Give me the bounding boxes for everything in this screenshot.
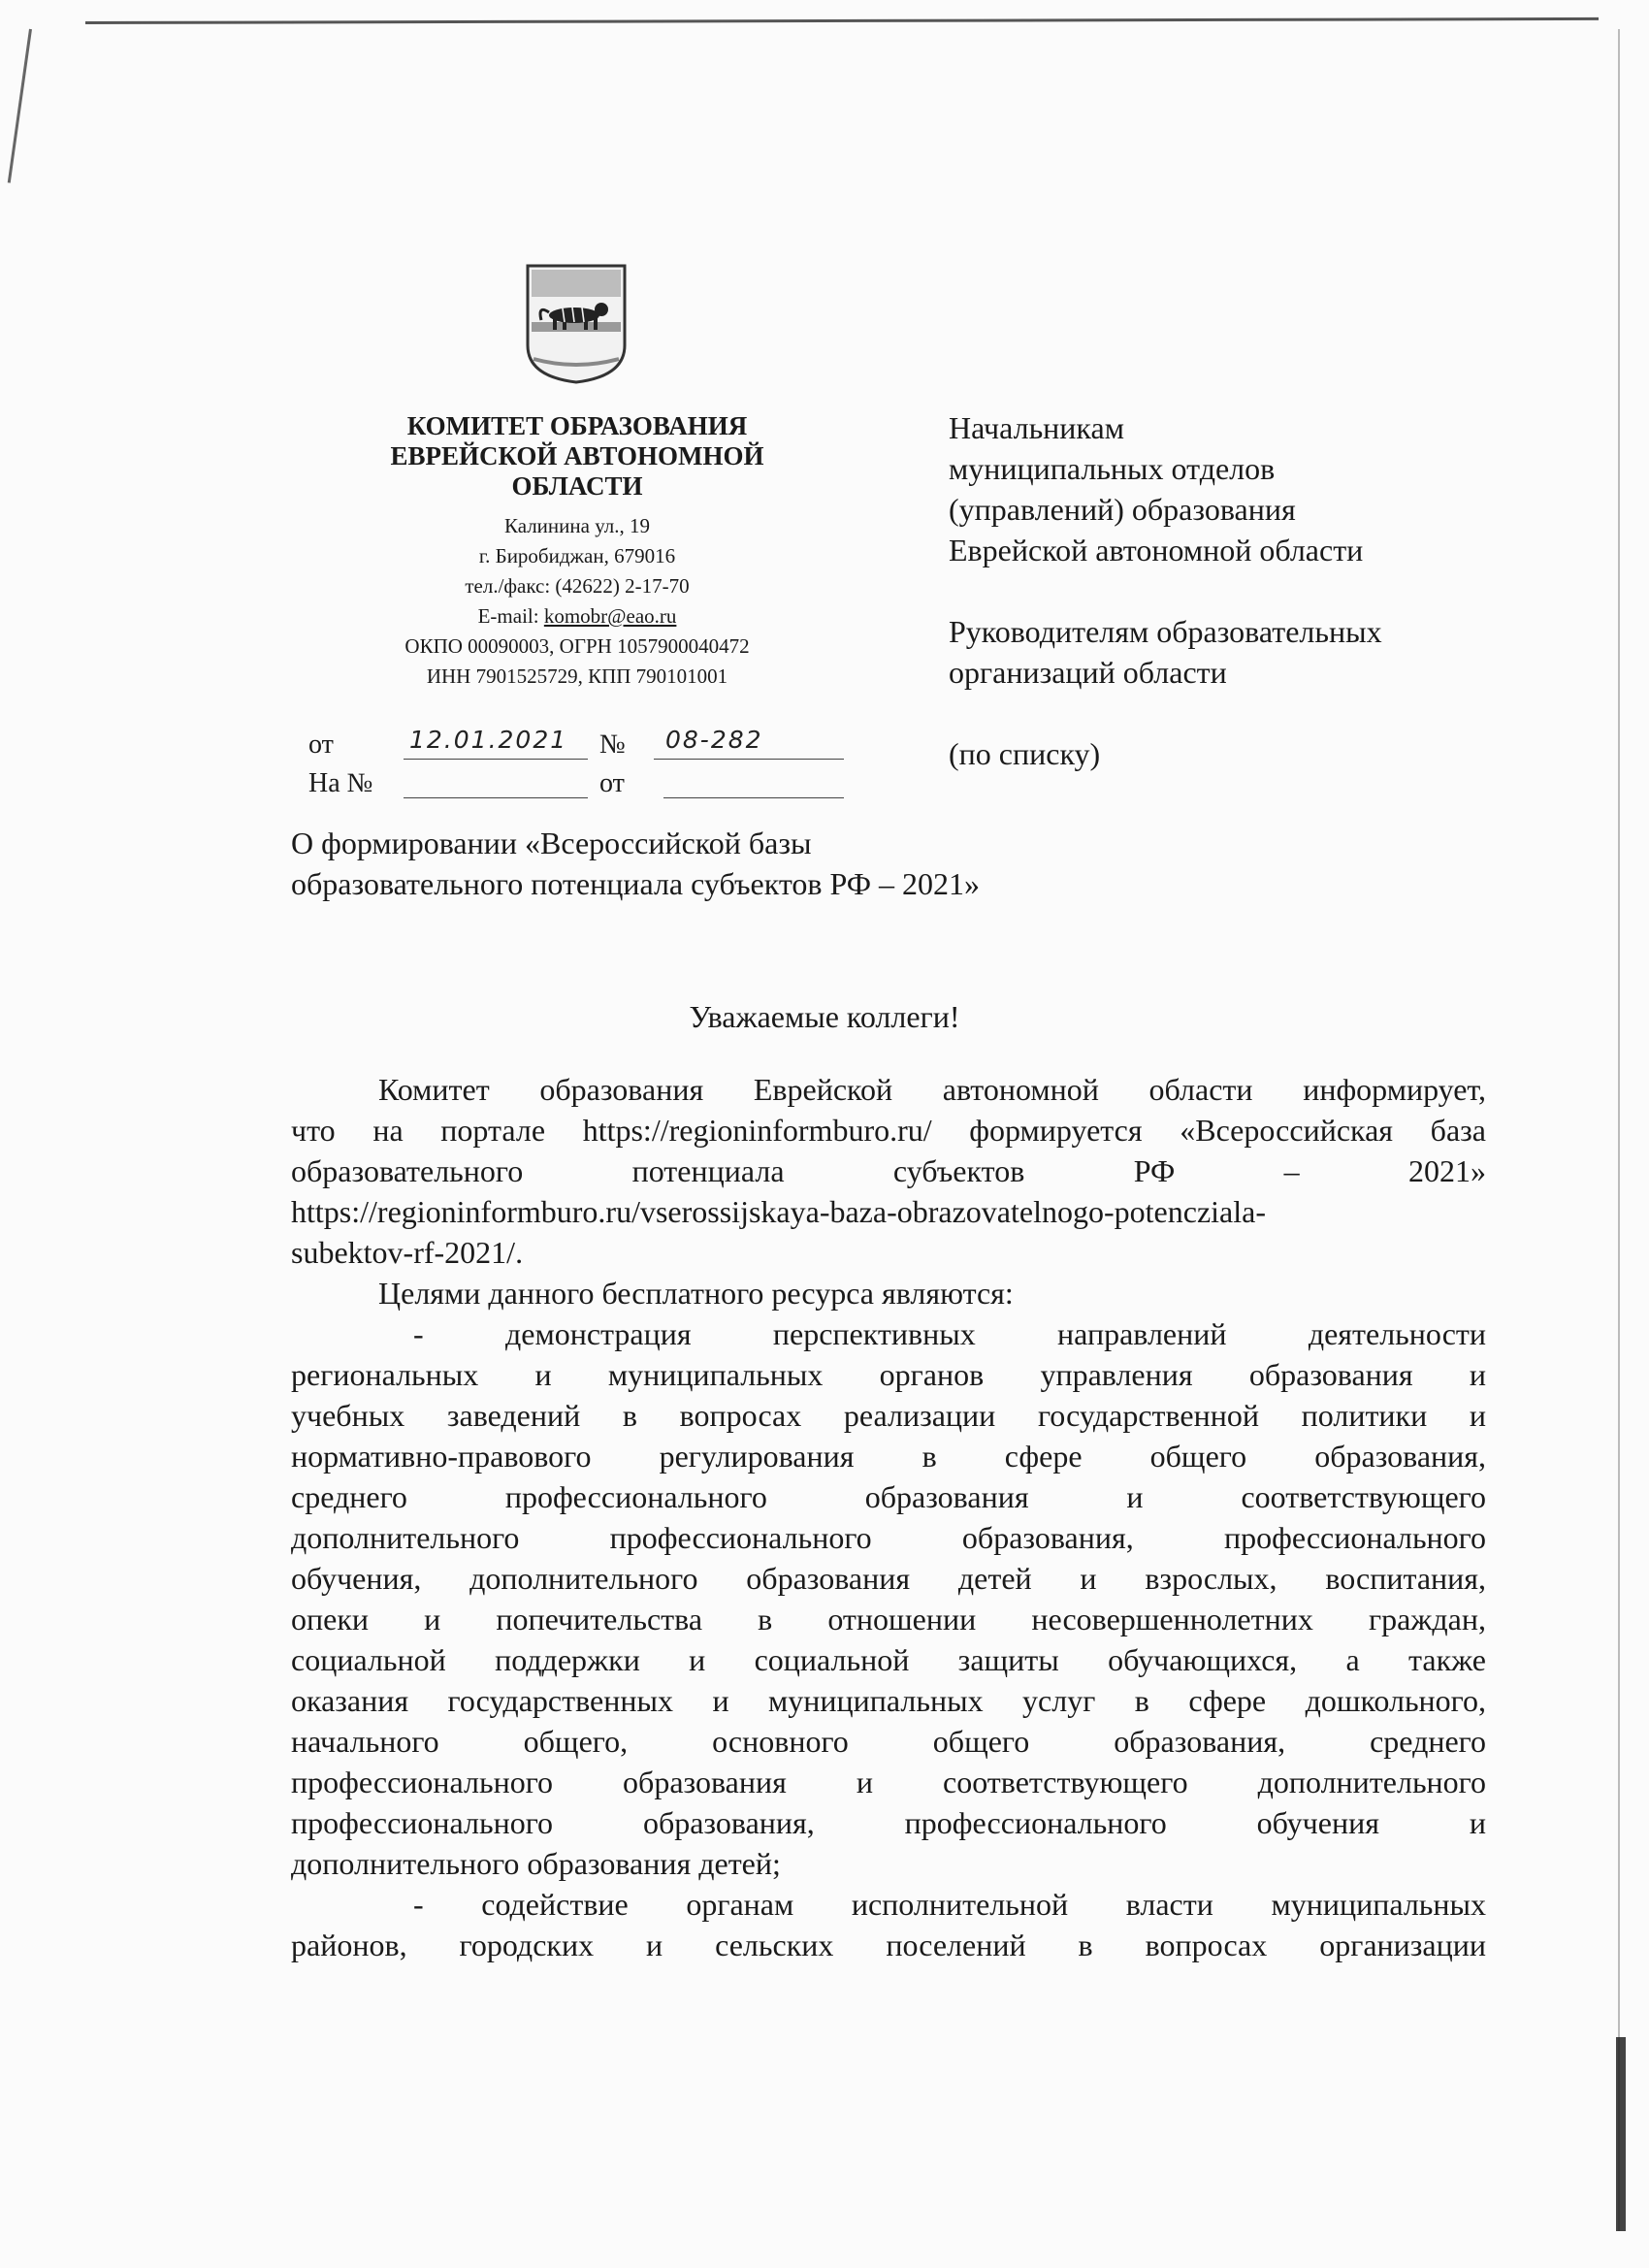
list-item-line: - содействие органам исполнительной власти муниципальных [413,1887,1486,1922]
date-line [404,759,588,760]
scan-smudge [1616,2037,1626,2231]
list-item-line: региональных и муниципальных органов управления образования и [291,1357,1486,1392]
email-row [281,601,873,632]
recipient-line: муниципальных отделов [949,451,1276,486]
scan-edge-right [1618,29,1620,2231]
street-address: Калинина ул., 19 [503,514,651,537]
phone: тел./факс: (42622) 2-17-70 [465,574,690,598]
letter-body [291,1069,1486,1965]
sender-block [281,411,873,692]
ref-date-line [663,797,844,798]
ref-from-label: от [599,768,625,798]
scan-edge-top [85,17,1599,24]
list-item-line: оказания государственных и муниципальных услуг в сфере дошкольного, [291,1683,1486,1718]
org-name-line: ЕВРЕЙСКОЙ АВТОНОМНОЙ [390,441,764,470]
list-item-line: дополнительного образования детей; [291,1846,781,1881]
scan-edge-left [8,29,32,183]
recipient-line: организаций области [949,655,1227,690]
recipients-block [949,407,1569,774]
list-item-line: начального общего, основного общего образования, среднего [291,1724,1486,1759]
outgoing-row [308,726,852,768]
list-item-line: районов, городских и сельских поселений в вопросах организации [291,1928,1486,1962]
body-link[interactable]: https://regioninformburo.ru/vserossijskaya-baza-obrazovatelnogo-potenczialа- [291,1194,1266,1229]
recipient-group-1 [949,407,1569,570]
sender-address [281,511,873,692]
from-label: от [308,729,334,760]
recipient-note: (по списку) [949,736,1101,771]
subject-line: образовательного потенциала субъектов РФ – 2021» [291,866,981,901]
okpo-ogrn: ОКПО 00090003, ОГРН 1057900040472 [404,634,750,658]
reference-row [308,768,852,807]
body-line: что на портале https://regioninformburo.ru/ формируется «Всероссийская база [291,1113,1486,1148]
body-line: Целями данного бесплатного ресурса являются: [378,1276,1014,1311]
org-name-line: КОМИТЕТ ОБРАЗОВАНИЯ [406,411,748,440]
body-link[interactable]: subektov-rf-2021/. [291,1235,524,1270]
ref-label: На № [308,768,373,798]
subject-line: О формировании «Всероссийской базы [291,826,812,860]
body-line: образовательного потенциала субъектов РФ – 2021» [291,1153,1486,1188]
list-item-line: профессионального образования, профессионального обучения и [291,1805,1486,1840]
email-link[interactable]: komobr@eao.ru [543,604,677,628]
list-item-line: среднего профессионального образования и соответствующего [291,1479,1486,1514]
list-item-line: учебных заведений в вопросах реализации государственной политики и [291,1398,1486,1433]
letter-subject [291,823,980,904]
inn-kpp: ИНН 7901525729, КПП 790101001 [426,664,728,688]
list-item-line: дополнительного профессионального образования, профессионального [291,1520,1486,1555]
email-label: E-mail: [477,604,544,628]
handwritten-date: 12.01.2021 [409,726,568,754]
greeting: Уважаемые коллеги! [689,999,960,1034]
handwritten-number: 08-282 [665,726,763,754]
recipient-line: (управлений) образования [949,492,1296,527]
recipient-line: Руководителям образовательных [949,614,1382,649]
org-name-line: ОБЛАСТИ [511,471,643,501]
recipient-line: Начальникам [949,410,1124,445]
list-item-line: нормативно-правового регулирования в сфере общего образования, [291,1439,1486,1474]
list-item-line: социальной поддержки и социальной защиты обучающихся, а также [291,1642,1486,1677]
coat-of-arms-emblem [524,262,629,386]
city: г. Биробиджан, 679016 [478,544,676,567]
recipient-group-2 [949,611,1569,693]
list-item-line: опеки и попечительства в отношении несовершеннолетних граждан, [291,1602,1486,1636]
list-item-line: обучения, дополнительного образования детей и взрослых, воспитания, [291,1561,1486,1596]
ref-number-line [404,797,588,798]
list-item-line: профессионального образования и соответствующего дополнительного [291,1765,1486,1799]
number-line [654,759,844,760]
registration-block [308,726,852,807]
body-line: Комитет образования Еврейской автономной области информирует, [378,1072,1486,1107]
recipient-line: Еврейской автономной области [949,533,1364,567]
number-label: № [599,729,626,760]
sender-org-name [281,411,873,502]
list-item-line: - демонстрация перспективных направлений деятельности [413,1316,1486,1351]
